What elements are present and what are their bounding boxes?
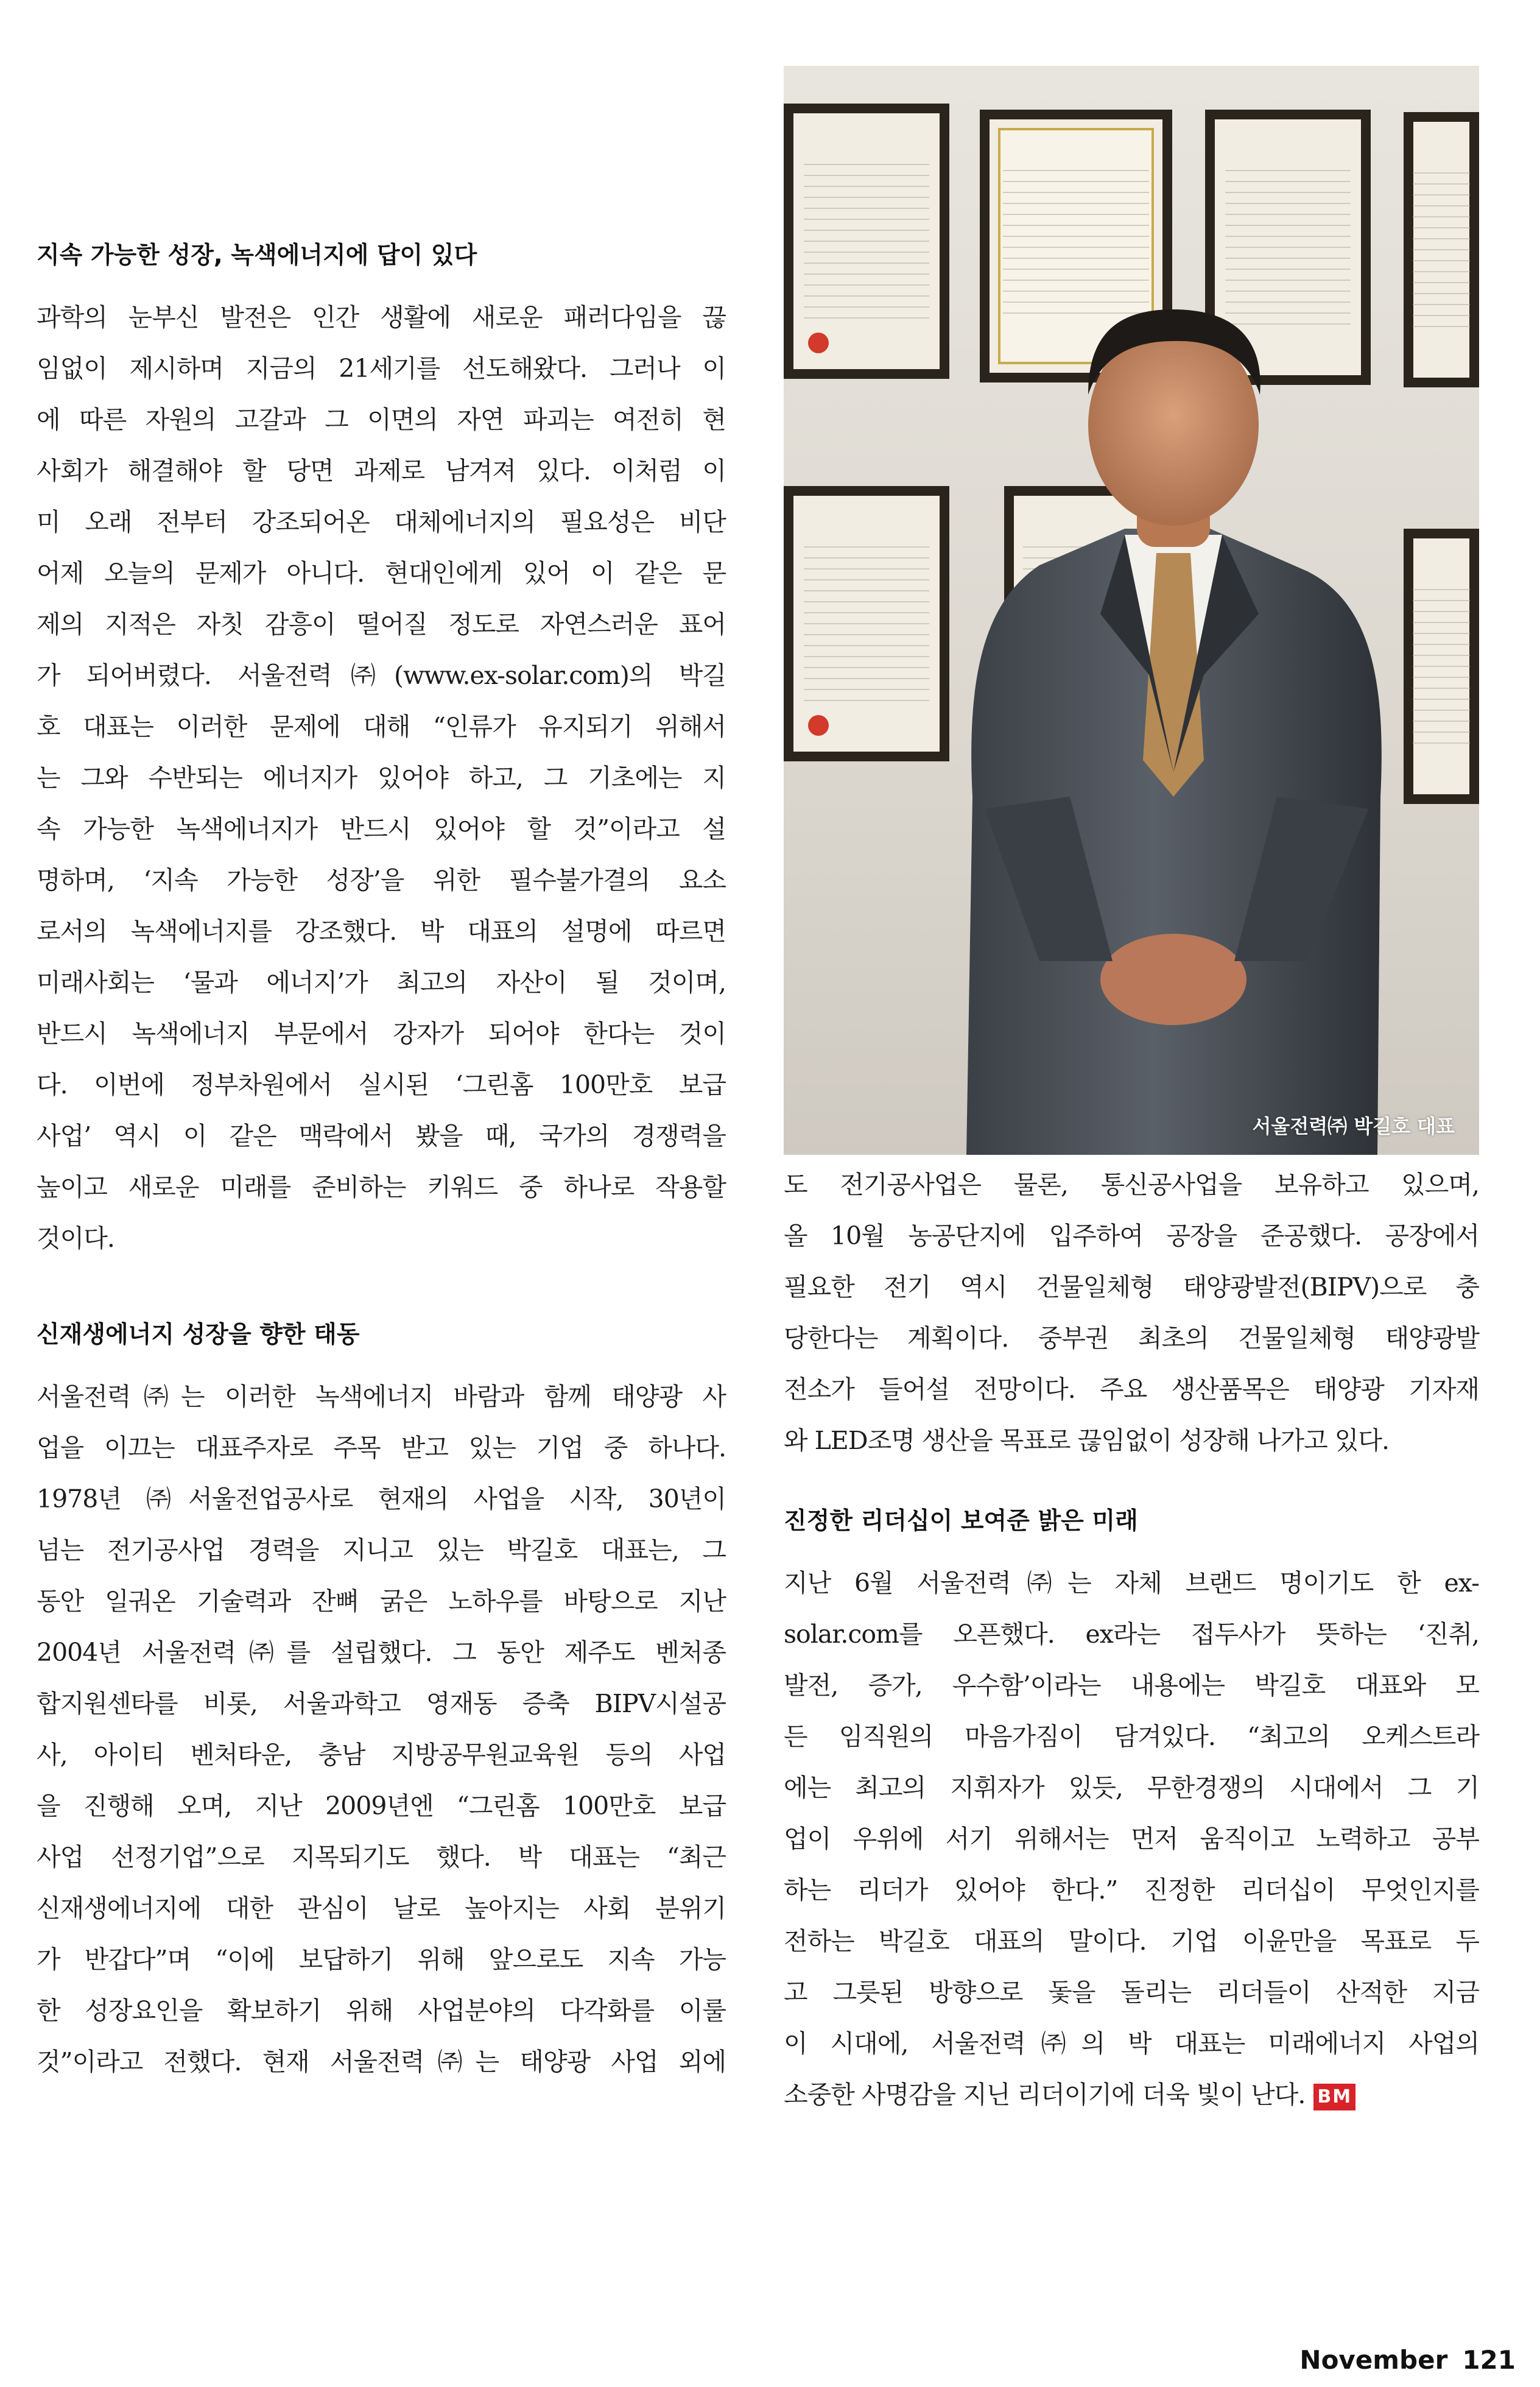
- section1-line: [37, 1059, 726, 1110]
- section1-line: [37, 445, 726, 496]
- body-text: 도 전기공사업은 물론, 통신공사업을 보유하고 있으며,: [784, 1170, 1479, 1199]
- section1-line: [37, 599, 726, 650]
- section-gap: [784, 1466, 1479, 1506]
- section-heading-renewable-energy: 신재생에너지 성장을 향한 태동: [37, 1321, 360, 1349]
- section1-line: [37, 496, 726, 548]
- continuation-body: [784, 1159, 1479, 1466]
- section3-line: [784, 1864, 1479, 1916]
- body-text: 서울전력㈜는 이러한 녹색에너지 바람과 함께 태양광 사: [37, 1382, 726, 1411]
- body-text: 한 성장요인을 확보하기 위해 사업분야의 다각화를 이룰: [37, 1996, 726, 2025]
- section1-line: [37, 1008, 726, 1059]
- body-text: solar.com를 오픈했다. ex라는 접두사가 뜻하는 ‘진취,: [784, 1620, 1479, 1649]
- body-text: 미래사회는 ‘물과 에너지’가 최고의 자산이 될 것이며,: [37, 968, 726, 997]
- body-text: 소중한 사명감을 지닌 리더이기에 더욱 빛이 난다.: [784, 2080, 1306, 2109]
- section1-line: [37, 855, 726, 906]
- body-text: 속 가능한 녹색에너지가 반드시 있어야 할 것”이라고 설: [37, 814, 726, 844]
- body-text: 높이고 새로운 미래를 준비하는 키워드 중 하나로 작용할: [37, 1172, 726, 1202]
- body-text: 어제 오늘의 문제가 아니다. 현대인에게 있어 이 같은 문: [37, 559, 726, 588]
- body-text: 에는 최고의 지휘자가 있듯, 무한경쟁의 시대에서 그 기: [784, 1773, 1479, 1802]
- section2-line: [37, 1473, 726, 1525]
- body-text: 임없이 제시하며 지금의 21세기를 선도해왔다. 그러나 이: [37, 354, 726, 383]
- body-text: 사업’ 역시 이 같은 맥락에서 봤을 때, 국가의 경쟁력을: [37, 1121, 726, 1151]
- left-column: [37, 241, 726, 2087]
- body-text: 2004년 서울전력㈜를 설립했다. 그 동안 제주도 벤처종: [37, 1638, 726, 1667]
- body-text: 을 진행해 오며, 지난 2009년엔 “그린홈 100만호 보급: [37, 1791, 726, 1821]
- body-text: 전소가 들어설 전망이다. 주요 생산품목은 태양광 기자재: [784, 1375, 1479, 1404]
- body-text: 전하는 박길호 대표의 말이다. 기업 이윤만을 목표로 두: [784, 1927, 1479, 1956]
- section1-line: [37, 650, 726, 701]
- section1-line: [37, 1110, 726, 1162]
- continuation-line: [784, 1261, 1479, 1313]
- body-text: 사, 아이티 벤처타운, 충남 지방공무원교육원 등의 사업: [37, 1740, 726, 1769]
- body-text: 과학의 눈부신 발전은 인간 생활에 새로운 패러다임을 끊: [37, 303, 726, 332]
- page-footer: [1299, 2345, 1516, 2375]
- section-heading-sustainable-growth: 지속 가능한 성장, 녹색에너지에 답이 있다: [37, 242, 477, 269]
- body-text: 1978년 ㈜서울전업공사로 현재의 사업을 시작, 30년이: [37, 1484, 726, 1514]
- body-text: 와 LED조명 생산을 목표로 끊임없이 성장해 나가고 있다.: [784, 1426, 1390, 1455]
- bm-logo-icon: BM: [1313, 2084, 1355, 2110]
- body-text: 넘는 전기공사업 경력을 지니고 있는 박길호 대표는, 그: [37, 1536, 726, 1565]
- body-text: 올 10월 농공단지에 입주하여 공장을 준공했다. 공장에서: [784, 1221, 1479, 1250]
- section2-body: [37, 1371, 726, 2087]
- body-text: 하는 리더가 있어야 한다.” 진정한 리더십이 무엇인지를: [784, 1875, 1479, 1905]
- body-text: 호 대표는 이러한 문제에 대해 “인류가 유지되기 위해서: [37, 712, 726, 741]
- continuation-line: [784, 1415, 1479, 1466]
- body-text: 업이 우위에 서기 위해서는 먼저 움직이고 노력하고 공부: [784, 1824, 1479, 1853]
- section2-line: [37, 1422, 726, 1473]
- section1-line: [37, 292, 726, 343]
- section2-line: [37, 1678, 726, 1729]
- person-figure: [784, 66, 1479, 1155]
- body-text: 가 반갑다”며 “이에 보답하기 위해 앞으로도 지속 가능: [37, 1945, 726, 1974]
- section1-line: [37, 803, 726, 855]
- section3-line: [784, 1557, 1479, 1609]
- body-text: 미 오래 전부터 강조되어온 대체에너지의 필요성은 비단: [37, 507, 726, 537]
- section2-line: [37, 1576, 726, 1627]
- body-text: 사회가 해결해야 할 당면 과제로 남겨져 있다. 이처럼 이: [37, 456, 726, 485]
- body-text: 다. 이번에 정부차원에서 실시된 ‘그린홈 100만호 보급: [37, 1070, 726, 1099]
- section3-line: [784, 1916, 1479, 1967]
- body-text: 것이다.: [37, 1224, 114, 1253]
- section3-line: [784, 2069, 1479, 2120]
- body-text: 발전, 증가, 우수함’이라는 내용에는 박길호 대표와 모: [784, 1671, 1479, 1700]
- body-text: 것”이라고 전했다. 현재 서울전력㈜는 태양광 사업 외에: [37, 2047, 726, 2076]
- body-text: 사업 선정기업”으로 지목되기도 했다. 박 대표는 “최근: [37, 1842, 726, 1872]
- section3-line: [784, 1711, 1479, 1762]
- section-heading-leadership: 진정한 리더십이 보여준 밝은 미래: [784, 1507, 1138, 1535]
- section3-line: [784, 1762, 1479, 1813]
- body-text: 당한다는 계획이다. 중부권 최초의 건물일체형 태양광발: [784, 1324, 1479, 1353]
- section1-line: [37, 701, 726, 752]
- section1-line: [37, 1213, 726, 1264]
- section3-line: [784, 1813, 1479, 1864]
- right-column: [784, 1159, 1479, 2120]
- section2-line: [37, 1627, 726, 1678]
- continuation-line: [784, 1159, 1479, 1210]
- body-text: 명하며, ‘지속 가능한 성장’을 위한 필수불가결의 요소: [37, 866, 726, 895]
- section2-line: [37, 1729, 726, 1780]
- section1-line: [37, 957, 726, 1008]
- section3-line: [784, 1609, 1479, 1660]
- section1-line: [37, 548, 726, 599]
- body-text: 든 임직원의 마음가짐이 담겨있다. “최고의 오케스트라: [784, 1722, 1479, 1751]
- body-text: 반드시 녹색에너지 부문에서 강자가 되어야 한다는 것이: [37, 1019, 726, 1048]
- section2-line: [37, 1780, 726, 1832]
- page-number: 121: [1462, 2345, 1516, 2375]
- section2-line: [37, 1883, 726, 1934]
- section3-body: [784, 1557, 1479, 2120]
- body-text: 필요한 전기 역시 건물일체형 태양광발전(BIPV)으로 충: [784, 1272, 1479, 1302]
- section1-line: [37, 752, 726, 803]
- section2-line: [37, 1985, 726, 2036]
- section2-line: [37, 1832, 726, 1883]
- body-text: 지난 6월 서울전력㈜는 자체 브랜드 명이기도 한 ex-: [784, 1568, 1479, 1598]
- body-text: 고 그릇된 방향으로 돛을 돌리는 리더들이 산적한 지금: [784, 1978, 1479, 2007]
- section1-body: [37, 292, 726, 1264]
- body-text: 로서의 녹색에너지를 강조했다. 박 대표의 설명에 따르면: [37, 917, 726, 946]
- body-text: 가 되어버렸다. 서울전력㈜(www.ex-solar.com)의 박길: [37, 661, 726, 690]
- section2-line: [37, 1525, 726, 1576]
- section3-line: [784, 1660, 1479, 1711]
- body-text: 에 따른 자원의 고갈과 그 이면의 자연 파괴는 여전히 현: [37, 405, 726, 434]
- continuation-line: [784, 1364, 1479, 1415]
- section2-line: [37, 2036, 726, 2087]
- section2-line: [37, 1371, 726, 1422]
- section1-line: [37, 906, 726, 957]
- section1-line: [37, 394, 726, 445]
- body-text: 는 그와 수반되는 에너지가 있어야 하고, 그 기초에는 지: [37, 763, 726, 792]
- footer-month: November: [1299, 2345, 1448, 2375]
- section3-line: [784, 2018, 1479, 2069]
- body-text: 동안 일궈온 기술력과 잔뼈 굵은 노하우를 바탕으로 지난: [37, 1587, 726, 1616]
- body-text: 업을 이끄는 대표주자로 주목 받고 있는 기업 중 하나다.: [37, 1433, 726, 1462]
- section2-line: [37, 1934, 726, 1985]
- continuation-line: [784, 1210, 1479, 1261]
- section1-line: [37, 343, 726, 394]
- section1-line: [37, 1162, 726, 1213]
- section3-line: [784, 1967, 1479, 2018]
- portrait-photo: [784, 66, 1479, 1155]
- section-gap: [37, 1264, 726, 1320]
- photo-caption: 서울전력㈜ 박길호 대표: [1252, 1115, 1455, 1138]
- body-text: 신재생에너지에 대한 관심이 날로 높아지는 사회 분위기: [37, 1894, 726, 1923]
- continuation-line: [784, 1313, 1479, 1364]
- body-text: 제의 지적은 자칫 감흥이 떨어질 정도로 자연스러운 표어: [37, 610, 726, 639]
- body-text: 합지원센타를 비롯, 서울과학고 영재동 증축 BIPV시설공: [37, 1689, 726, 1718]
- body-text: 이 시대에, 서울전력㈜의 박 대표는 미래에너지 사업의: [784, 2029, 1479, 2058]
